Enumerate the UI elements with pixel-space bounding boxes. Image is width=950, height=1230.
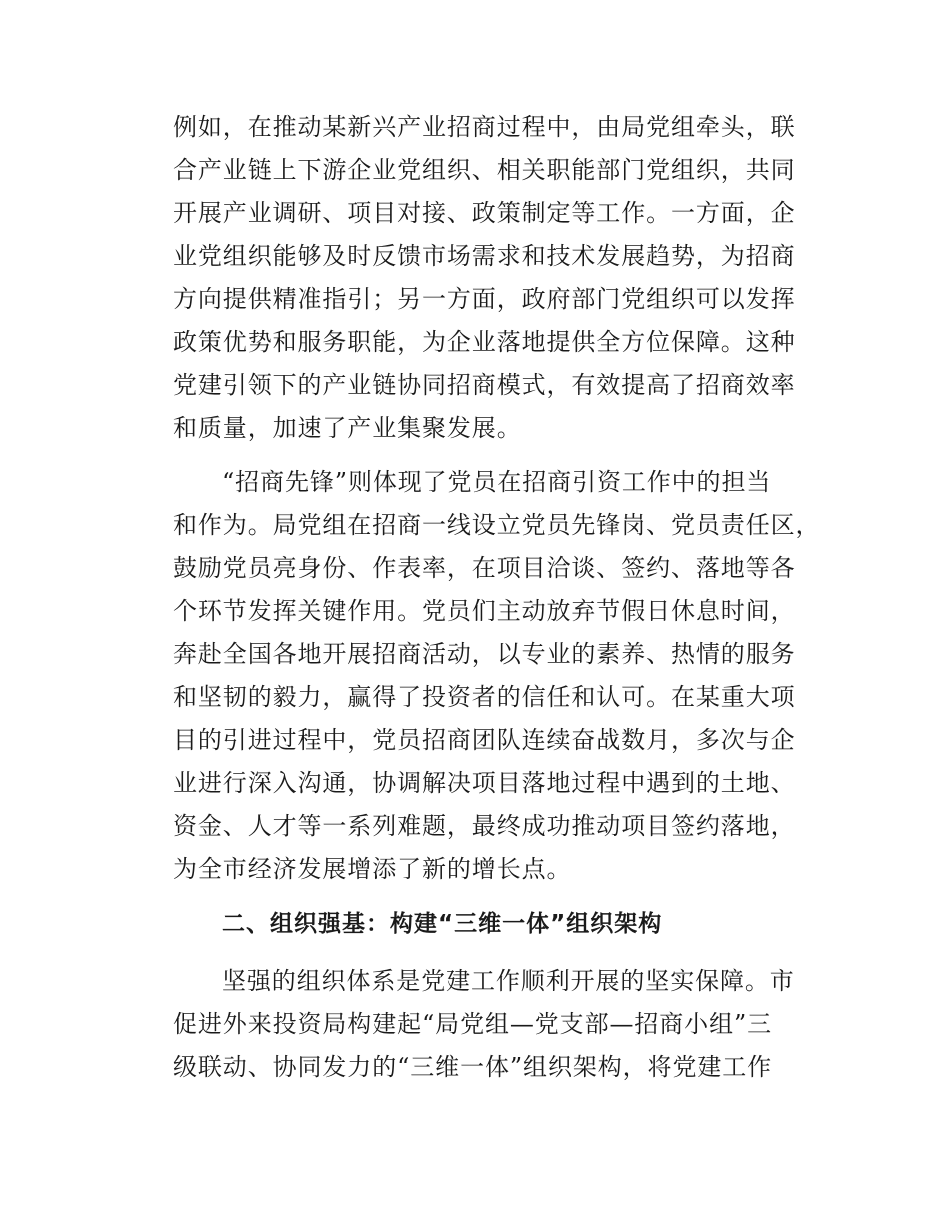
paragraph-1-line-1: 例如，在推动某新兴产业招商过程中，由局党组牵头，联: [173, 113, 796, 141]
paragraph-1-line-6: 政策优势和服务职能，为企业落地提供全方位保障。这种: [173, 328, 796, 356]
paragraph-3-line-2: 促进外来投资局构建起“局党组—党支部—招商小组”三: [173, 1010, 773, 1038]
paragraph-3-line-1: 坚强的组织体系是党建工作顺利开展的坚实保障。市: [222, 967, 795, 995]
paragraph-2-line-6: 和坚韧的毅力，赢得了投资者的信任和认可。在某重大项: [173, 683, 796, 711]
paragraph-1-line-8: 和质量，加速了产业集聚发展。: [173, 414, 522, 442]
paragraph-2-line-9: 资金、人才等一系列难题，最终成功推动项目签约落地，: [173, 812, 796, 840]
paragraph-2-line-5: 奔赴全国各地开展招商活动，以专业的素养、热情的服务: [173, 640, 796, 668]
paragraph-1-line-2: 合产业链上下游企业党组织、相关职能部门党组织，共同: [173, 156, 796, 184]
paragraph-1-line-4: 业党组织能够及时反馈市场需求和技术发展趋势，为招商: [173, 242, 796, 270]
paragraph-2-line-1: “招商先锋”则体现了党员在招商引资工作中的担当: [222, 468, 772, 496]
paragraph-3-line-3: 级联动、协同发力的“三维一体”组织架构，将党建工作: [173, 1053, 773, 1081]
paragraph-2-line-7: 目的引进过程中，党员招商团队连续奋战数月，多次与企: [173, 726, 796, 754]
paragraph-2-line-3: 鼓励党员亮身份、作表率，在项目洽谈、签约、落地等各: [173, 554, 796, 582]
paragraph-2-line-2: 和作为。局党组在招商一线设立党员先锋岗、党员责任区，: [173, 511, 821, 539]
section-heading: 二、组织强基：构建“三维一体”组织架构: [222, 911, 663, 937]
paragraph-1-line-3: 开展产业调研、项目对接、政策制定等工作。一方面，企: [173, 199, 796, 227]
paragraph-1-line-7: 党建引领下的产业链协同招商模式，有效提高了招商效率: [173, 371, 796, 399]
paragraph-1-line-5: 方向提供精准指引；另一方面，政府部门党组织可以发挥: [173, 285, 796, 313]
paragraph-2-line-8: 业进行深入沟通，协调解决项目落地过程中遇到的土地、: [173, 769, 796, 797]
paragraph-2-line-10: 为全市经济发展增添了新的增长点。: [173, 855, 572, 883]
paragraph-2-line-4: 个环节发挥关键作用。党员们主动放弃节假日休息时间，: [173, 597, 796, 625]
